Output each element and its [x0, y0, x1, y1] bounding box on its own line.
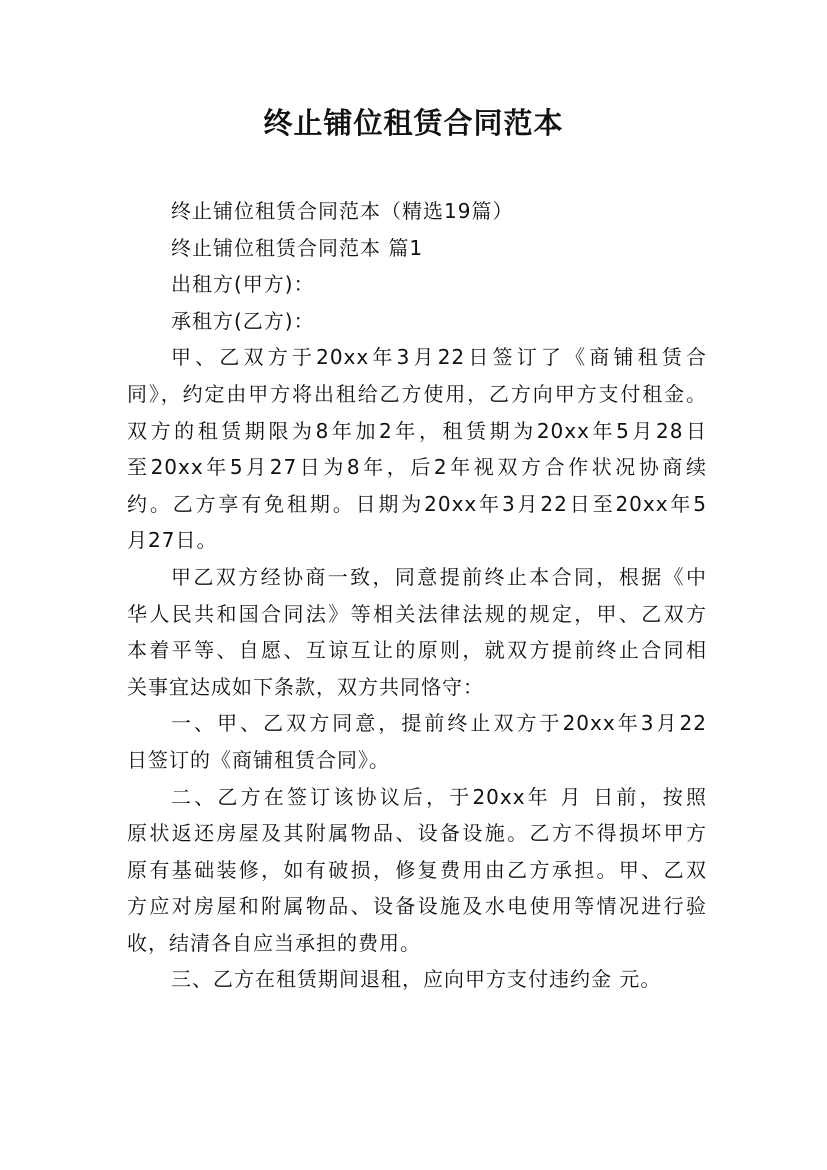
paragraph-line: 双方的租赁期限为8年加2年，租赁期为20xx年5月28日 — [127, 418, 707, 443]
paragraph-line: 三、乙方在租赁期间退租，应向甲方支付违约金 元。 — [171, 967, 662, 992]
paragraph-line: 原状返还房屋及其附属物品、设备设施。乙方不得损坏甲方 — [127, 821, 707, 846]
paragraph-line: 收，结清各自应当承担的费用。 — [127, 930, 421, 955]
paragraph-line: 二、乙方在签订该协议后，于20xx年 月 日前，按照 — [171, 784, 707, 809]
lessee-label: 承租方(乙方)： — [171, 308, 315, 333]
paragraph-line: 甲乙双方经协商一致，同意提前终止本合同，根据《中 — [171, 564, 707, 589]
paragraph-line: 甲、乙双方于20xx年3月22日签订了《商铺租赁合 — [171, 345, 707, 370]
lessor-label: 出租方(甲方)： — [171, 272, 315, 297]
paragraph-line: 同》，约定由甲方将出租给乙方使用，乙方向甲方支付租金。 — [127, 381, 707, 406]
paragraph-line: 华人民共和国合同法》等相关法律法规的规定，甲、乙双方 — [127, 601, 707, 626]
paragraph — [127, 705, 707, 778]
paragraph-line: 原有基础装修，如有破损，修复费用由乙方承担。甲、乙双 — [127, 857, 707, 882]
paragraph-line: 日签订的《商铺租赁合同》。 — [127, 747, 390, 772]
section-heading: 终止铺位租赁合同范本 篇1 — [171, 235, 424, 260]
paragraph-line: 约。乙方享有免租期。日期为20xx年3月22日至20xx年5 — [127, 491, 707, 516]
paragraph-line: 一、甲、乙双方同意，提前终止双方于20xx年3月22 — [171, 711, 707, 736]
document-body — [127, 193, 707, 998]
paragraph-line: 关事宜达成如下条款，双方共同恪守： — [127, 674, 484, 699]
paragraph — [127, 339, 707, 559]
paragraph — [127, 559, 707, 705]
paragraph-line: 方应对房屋和附属物品、设备设施及水电使用等情况进行验 — [127, 894, 707, 919]
document-subtitle: 终止铺位租赁合同范本（精选19篇） — [171, 199, 514, 223]
document-title: 终止铺位租赁合同范本 — [263, 106, 564, 140]
paragraph-line: 至20xx年5月27日为8年，后2年视双方合作状况协商续 — [127, 455, 707, 480]
paragraph-line: 本着平等、自愿、互谅互让的原则，就双方提前终止合同相 — [127, 638, 707, 663]
paragraph — [127, 961, 707, 998]
paragraph — [127, 779, 707, 962]
paragraph-line: 月27日。 — [127, 528, 218, 553]
